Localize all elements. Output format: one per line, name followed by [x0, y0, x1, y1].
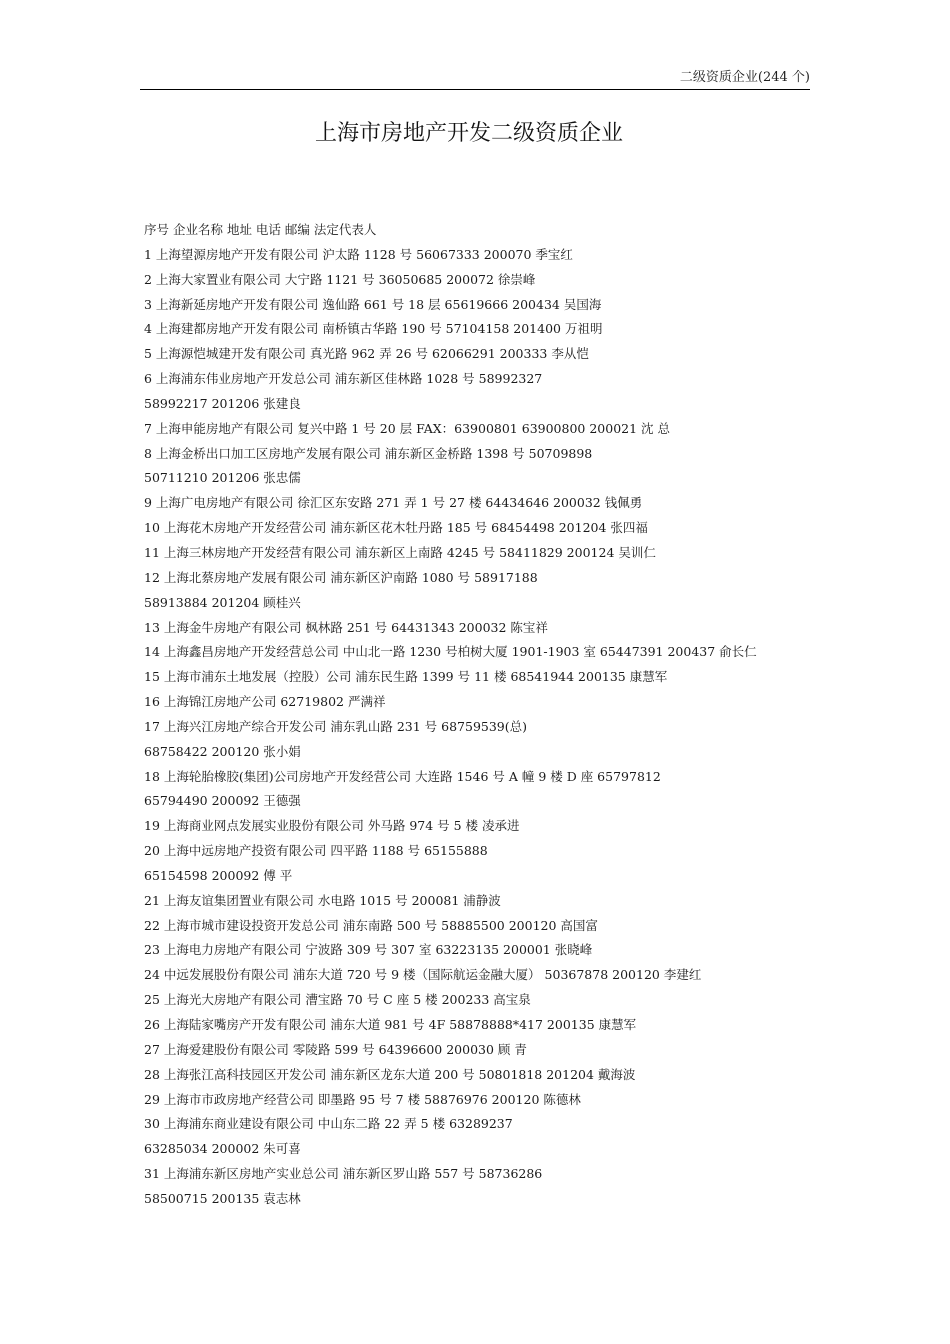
list-line: 58992217 201206 张建良 [144, 395, 301, 411]
list-line: 63285034 200002 朱可喜 [144, 1141, 301, 1157]
column-header: 序号 企业名称 地址 电话 邮编 法定代表人 [144, 222, 377, 237]
list-line: 58500715 200135 袁志林 [144, 1190, 301, 1206]
list-line: 30 上海浦东商业建设有限公司 中山东二路 22 弄 5 楼 63289237 [144, 1116, 513, 1132]
list-line: 7 上海申能房地产有限公司 复兴中路 1 号 20 层 FAX：63900801 63900800 200021 沈 总 [144, 420, 670, 436]
list-line: 15 上海市浦东土地发展（控股）公司 浦东民生路 1399 号 11 楼 68541944 200135 康慧军 [144, 669, 668, 685]
document-title: 上海市房地产开发二级资质企业 [314, 121, 623, 146]
list-line: 1 上海望源房地产开发有限公司 沪太路 1128 号 56067333 200070 季宝红 [144, 246, 573, 262]
list-line: 13 上海金牛房地产有限公司 枫林路 251 号 64431343 200032 陈宝祥 [144, 619, 548, 635]
list-line: 29 上海市市政房地产经营公司 即墨路 95 号 7 楼 58876976 200120 陈德林 [144, 1091, 581, 1107]
list-line: 14 上海鑫昌房地产开发经营总公司 中山北一路 1230 号柏树大厦 1901-1903 室 65447391 200437 俞长仁 [144, 644, 757, 660]
list-line: 65794490 200092 王德强 [144, 793, 301, 809]
list-line: 68758422 200120 张小娟 [144, 743, 301, 759]
list-line: 24 中远发展股份有限公司 浦东大道 720 号 9 楼（国际航运金融大厦） 50367878 200120 李建红 [144, 967, 702, 983]
list-line: 20 上海中远房地产投资有限公司 四平路 1188 号 65155888 [144, 843, 488, 859]
list-line: 19 上海商业网点发展实业股份有限公司 外马路 974 号 5 楼 凌承进 [144, 818, 520, 834]
list-line: 65154598 200092 傅 平 [144, 867, 293, 883]
list-line: 8 上海金桥出口加工区房地产发展有限公司 浦东新区金桥路 1398 号 50709898 [144, 445, 593, 461]
list-line: 18 上海轮胎橡胶(集团)公司房地产开发经营公司 大连路 1546 号 A 幢 9 楼 D 座 65797812 [144, 768, 661, 784]
list-line: 16 上海锦江房地产公司 62719802 严满祥 [144, 694, 386, 710]
list-line: 50711210 201206 张忠儒 [144, 470, 301, 486]
list-line: 11 上海三林房地产开发经营有限公司 浦东新区上南路 4245 号 58411829 200124 吴训仁 [144, 544, 656, 560]
list-line: 31 上海浦东新区房地产实业总公司 浦东新区罗山路 557 号 58736286 [144, 1166, 543, 1182]
list-line: 28 上海张江高科技园区开发公司 浦东新区龙东大道 200 号 50801818 201204 戴海波 [144, 1066, 636, 1082]
list-line: 10 上海花木房地产开发经营公司 浦东新区花木牡丹路 185 号 68454498 201204 张四福 [144, 520, 648, 536]
list-line: 23 上海电力房地产有限公司 宁波路 309 号 307 室 63223135 200001 张晓峰 [144, 942, 593, 958]
running-header [140, 68, 810, 90]
list-line: 4 上海建都房地产开发有限公司 南桥镇古华路 190 号 57104158 201400 万祖明 [144, 321, 603, 337]
list-line: 58913884 201204 顾桂兴 [144, 594, 301, 610]
company-list [144, 218, 824, 1212]
list-line: 2 上海大家置业有限公司 大宁路 1121 号 36050685 200072 徐崇峰 [144, 271, 536, 287]
list-line: 26 上海陆家嘴房产开发有限公司 浦东大道 981 号 4F 58878888*417 200135 康慧军 [144, 1017, 637, 1032]
list-line: 12 上海北蔡房地产发展有限公司 浦东新区沪南路 1080 号 58917188 [144, 569, 538, 585]
list-line: 6 上海浦东伟业房地产开发总公司 浦东新区佳林路 1028 号 58992327 [144, 371, 543, 387]
list-line: 22 上海市城市建设投资开发总公司 浦东南路 500 号 58885500 200120 高国富 [144, 917, 598, 933]
list-line: 25 上海光大房地产有限公司 漕宝路 70 号 C 座 5 楼 200233 高宝泉 [144, 992, 531, 1008]
list-line: 17 上海兴江房地产综合开发公司 浦东乳山路 231 号 68759539(总) [144, 718, 528, 734]
list-line: 27 上海爱建股份有限公司 零陵路 599 号 64396600 200030 顾 青 [144, 1041, 527, 1057]
list-line: 9 上海广电房地产有限公司 徐汇区东安路 271 弄 1 号 27 楼 64434646 200032 钱佩勇 [144, 495, 643, 511]
running-header-text: 二级资质企业(244 个) [679, 70, 810, 85]
list-line: 5 上海源恺城建开发有限公司 真光路 962 弄 26 号 62066291 200333 李从恺 [144, 346, 589, 362]
list-line: 21 上海友谊集团置业有限公司 水电路 1015 号 200081 浦静波 [144, 892, 501, 908]
list-line: 3 上海新延房地产开发有限公司 逸仙路 661 号 18 层 65619666 200434 吴国海 [144, 296, 602, 312]
